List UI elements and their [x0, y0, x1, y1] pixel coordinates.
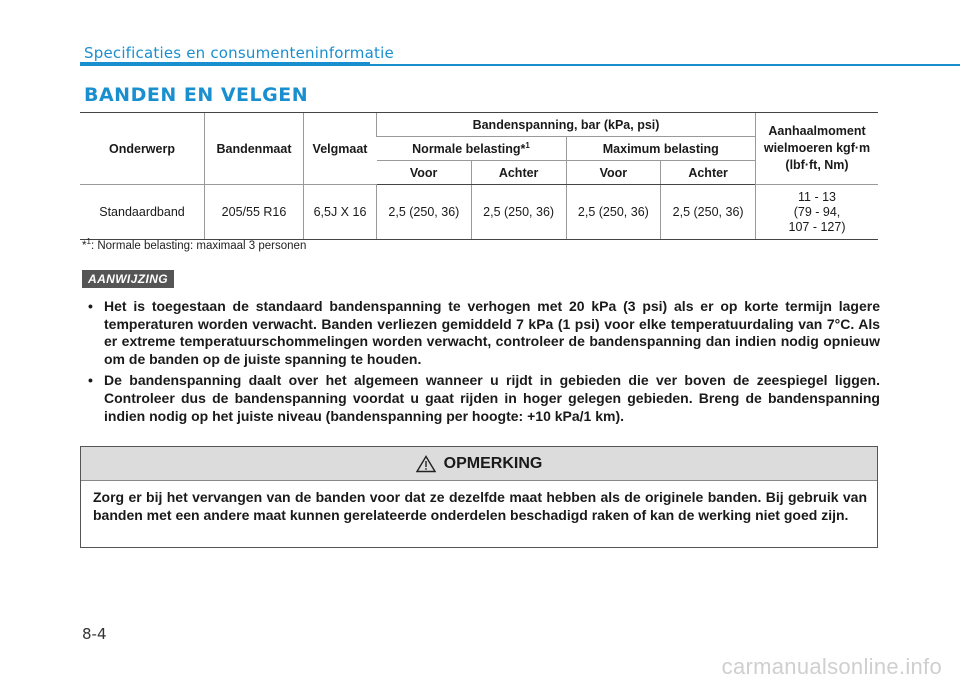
torque-line-1: 11 - 13: [798, 189, 836, 204]
header-bandenmaat: Bandenmaat: [205, 113, 304, 185]
section-header: Specificaties en consumenteninformatie: [84, 44, 394, 62]
opmerking-header: [81, 447, 877, 481]
cell-normal-achter: 2,5 (250, 36): [471, 185, 566, 240]
aanwijzing-badge: AANWIJZING: [82, 270, 174, 288]
torque-line-2: (79 - 94,: [793, 204, 841, 219]
header-achter-max: Achter: [661, 161, 756, 185]
opmerking-body: Zorg er bij het vervangen van de banden voor dat ze dezelfde maat hebben als de originele banden. Bij gebruik van banden met een andere maat kunnen gerelateerde onderdelen beschadigd raken of kan de werking niet goed zijn.: [93, 489, 867, 523]
footnote: *$^1$: Normale belasting: maximaal 3 personen: [82, 237, 307, 252]
section-rule: [80, 64, 960, 66]
cell-bandenmaat: 205/55 R16: [205, 185, 304, 240]
cell-onderwerp: Standaardband: [80, 185, 205, 240]
page-number: 8-4: [82, 625, 107, 643]
watermark: carmanualsonline.info: [721, 654, 942, 679]
header-bandenspanning: Bandenspanning, bar (kPa, psi): [377, 113, 756, 137]
list-item: • De bandenspanning daalt over het algemeen wanneer u rijdt in gebieden die ver boven de zeespiegel liggen. Controleer dus de bandenspanning voordat u gaat rijden in hoger gelegen gebieden. Breng de bandenspanning indien nodig op het juiste niveau (bandenspanning per hoogte: +10 kPa/1 km).: [84, 372, 880, 425]
cell-velgmaat: 6,5J X 16: [304, 185, 377, 240]
torque-line-3: 107 - 127): [788, 219, 846, 234]
table-row: [80, 185, 878, 240]
list-item: • Het is toegestaan de standaard bandenspanning te verhogen met 20 kPa (3 psi) als er op korte termijn lagere temperaturen worden verwacht. Banden verliezen gemiddeld 7 kPa (1 psi) voor elke temperatuurdaling van 7°C. Als er extreme temperatuurschommelingen worden verwacht, controleer de bandenspanning dan indien nodig opnieuw om de banden op de juiste spanning te houden.: [84, 298, 880, 368]
opmerking-box: [80, 446, 878, 548]
cell-max-achter: 2,5 (250, 36): [661, 185, 756, 240]
header-onderwerp: Onderwerp: [80, 113, 205, 185]
header-maximum-belasting: Maximum belasting: [566, 137, 756, 161]
header-velgmaat: Velgmaat: [304, 113, 377, 185]
header-normale-belasting: Normale belasting*$^1$: [377, 137, 567, 161]
header-voor-max: Voor: [566, 161, 661, 185]
notes-list: [84, 298, 880, 429]
page-title: BANDEN EN VELGEN: [84, 84, 309, 106]
cell-torque: [756, 185, 879, 240]
cell-max-voor: 2,5 (250, 36): [566, 185, 661, 240]
cell-normal-voor: 2,5 (250, 36): [377, 185, 472, 240]
header-achter-normal: Achter: [471, 161, 566, 185]
tire-spec-table: [80, 112, 878, 240]
warning-triangle-icon: [416, 455, 436, 473]
header-aanhaalmoment: Aanhaalmoment wielmoeren kgf·m (lbf·ft, Nm): [756, 113, 879, 185]
opmerking-title: OPMERKING: [443, 454, 543, 472]
header-voor-normal: Voor: [377, 161, 472, 185]
